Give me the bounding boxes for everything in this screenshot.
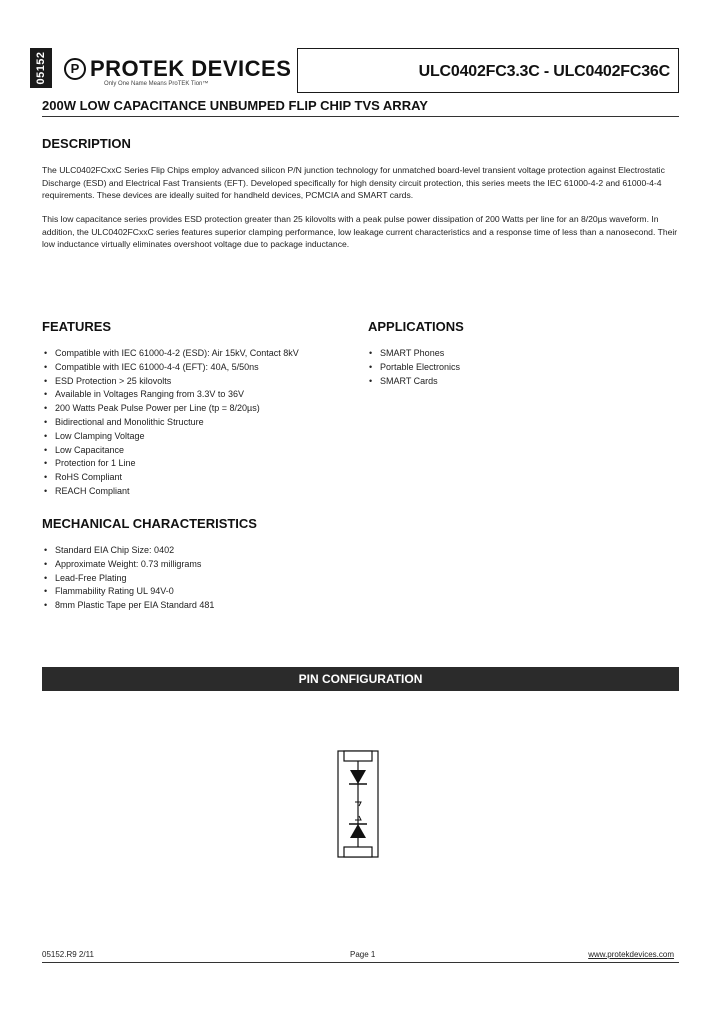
mechanical-item: • Flammability Rating UL 94V-0 bbox=[44, 585, 214, 599]
mechanical-item: • Approximate Weight: 0.73 milligrams bbox=[44, 558, 214, 572]
bottom-pad bbox=[344, 847, 372, 857]
pin-configuration-heading: PIN CONFIGURATION bbox=[298, 672, 423, 686]
feature-item: • 200 Watts Peak Pulse Power per Line (tp = 8/20µs) bbox=[44, 402, 299, 416]
features-list bbox=[44, 347, 299, 499]
application-item: • SMART Phones bbox=[369, 347, 460, 361]
feature-item: • Protection for 1 Line bbox=[44, 457, 299, 471]
feature-item: • Available in Voltages Ranging from 3.3V to 36V bbox=[44, 388, 299, 402]
application-item: • Portable Electronics bbox=[369, 361, 460, 375]
footer-website-link[interactable]: www.protekdevices.com bbox=[588, 950, 674, 959]
footer-page-number: Page 1 bbox=[350, 950, 376, 959]
part-number-box bbox=[297, 48, 679, 93]
feature-item: • RoHS Compliant bbox=[44, 471, 299, 485]
application-item: • SMART Cards bbox=[369, 375, 460, 389]
feature-item: • Low Capacitance bbox=[44, 444, 299, 458]
logo-text: PROTEK DEVICES bbox=[90, 56, 292, 81]
mechanical-list bbox=[44, 544, 214, 613]
applications-list bbox=[369, 347, 460, 388]
feature-item: • Low Clamping Voltage bbox=[44, 430, 299, 444]
features-heading: FEATURES bbox=[42, 319, 112, 334]
feature-item: • ESD Protection > 25 kilovolts bbox=[44, 375, 299, 389]
description-paragraph-2: This low capacitance series provides ESD protection greater than 25 kilovolts with a peak pulse power dissipation of 200 Watts per line for an 8/20µs waveform. In addition, the ULC0402FCxxC series features superior clamping performance, low leakage current characteristics and a response time of less than a nanosecond. Their low inductance virtually eliminates overshoot voltage due to package inductance. bbox=[42, 214, 678, 249]
mechanical-item: • Lead-Free Plating bbox=[44, 572, 214, 586]
mechanical-item: • Standard EIA Chip Size: 0402 bbox=[44, 544, 214, 558]
mechanical-heading: MECHANICAL CHARACTERISTICS bbox=[42, 516, 257, 531]
logo-p-icon: P bbox=[64, 58, 86, 80]
logo-tagline: Only One Name Means ProTEK Tion™ bbox=[104, 81, 209, 87]
feature-item: • Compatible with IEC 61000-4-2 (ESD): Air 15kV, Contact 8kV bbox=[44, 347, 299, 361]
description-paragraph-1: The ULC0402FCxxC Series Flip Chips employ advanced silicon P/N junction technology for unmatched board-level transient voltage protection against Electrostatic Discharge (ESD) and Electrical Fast Transients (EFT). Developed specifically for high density circuit protection, this series meets the IEC 61000-4-2 and 61000-4-4 requirements. These devices are ideally suited for handheld devices, PCMCIA and SMART cards. bbox=[42, 165, 665, 200]
applications-heading: APPLICATIONS bbox=[368, 319, 464, 334]
top-pad bbox=[344, 751, 372, 761]
description-heading: DESCRIPTION bbox=[42, 136, 131, 151]
document-code: 05152 bbox=[35, 51, 47, 85]
feature-item: • Bidirectional and Monolithic Structure bbox=[44, 416, 299, 430]
feature-item: • REACH Compliant bbox=[44, 485, 299, 499]
company-logo bbox=[64, 54, 294, 94]
document-title: 200W LOW CAPACITANCE UNBUMPED FLIP CHIP TVS ARRAY bbox=[42, 98, 428, 113]
pin-configuration-diagram bbox=[337, 750, 379, 858]
pin-configuration-bar bbox=[42, 667, 679, 691]
mechanical-item: • 8mm Plastic Tape per EIA Standard 481 bbox=[44, 599, 214, 613]
feature-item: • Compatible with IEC 61000-4-4 (EFT): 40A, 5/50ns bbox=[44, 361, 299, 375]
part-number-title: ULC0402FC3.3C - ULC0402FC36C bbox=[418, 63, 670, 80]
footer-rule bbox=[42, 962, 679, 963]
document-code-tab bbox=[30, 48, 52, 88]
title-rule bbox=[42, 116, 679, 117]
footer-doc-revision: 05152.R9 2/11 bbox=[42, 950, 94, 959]
